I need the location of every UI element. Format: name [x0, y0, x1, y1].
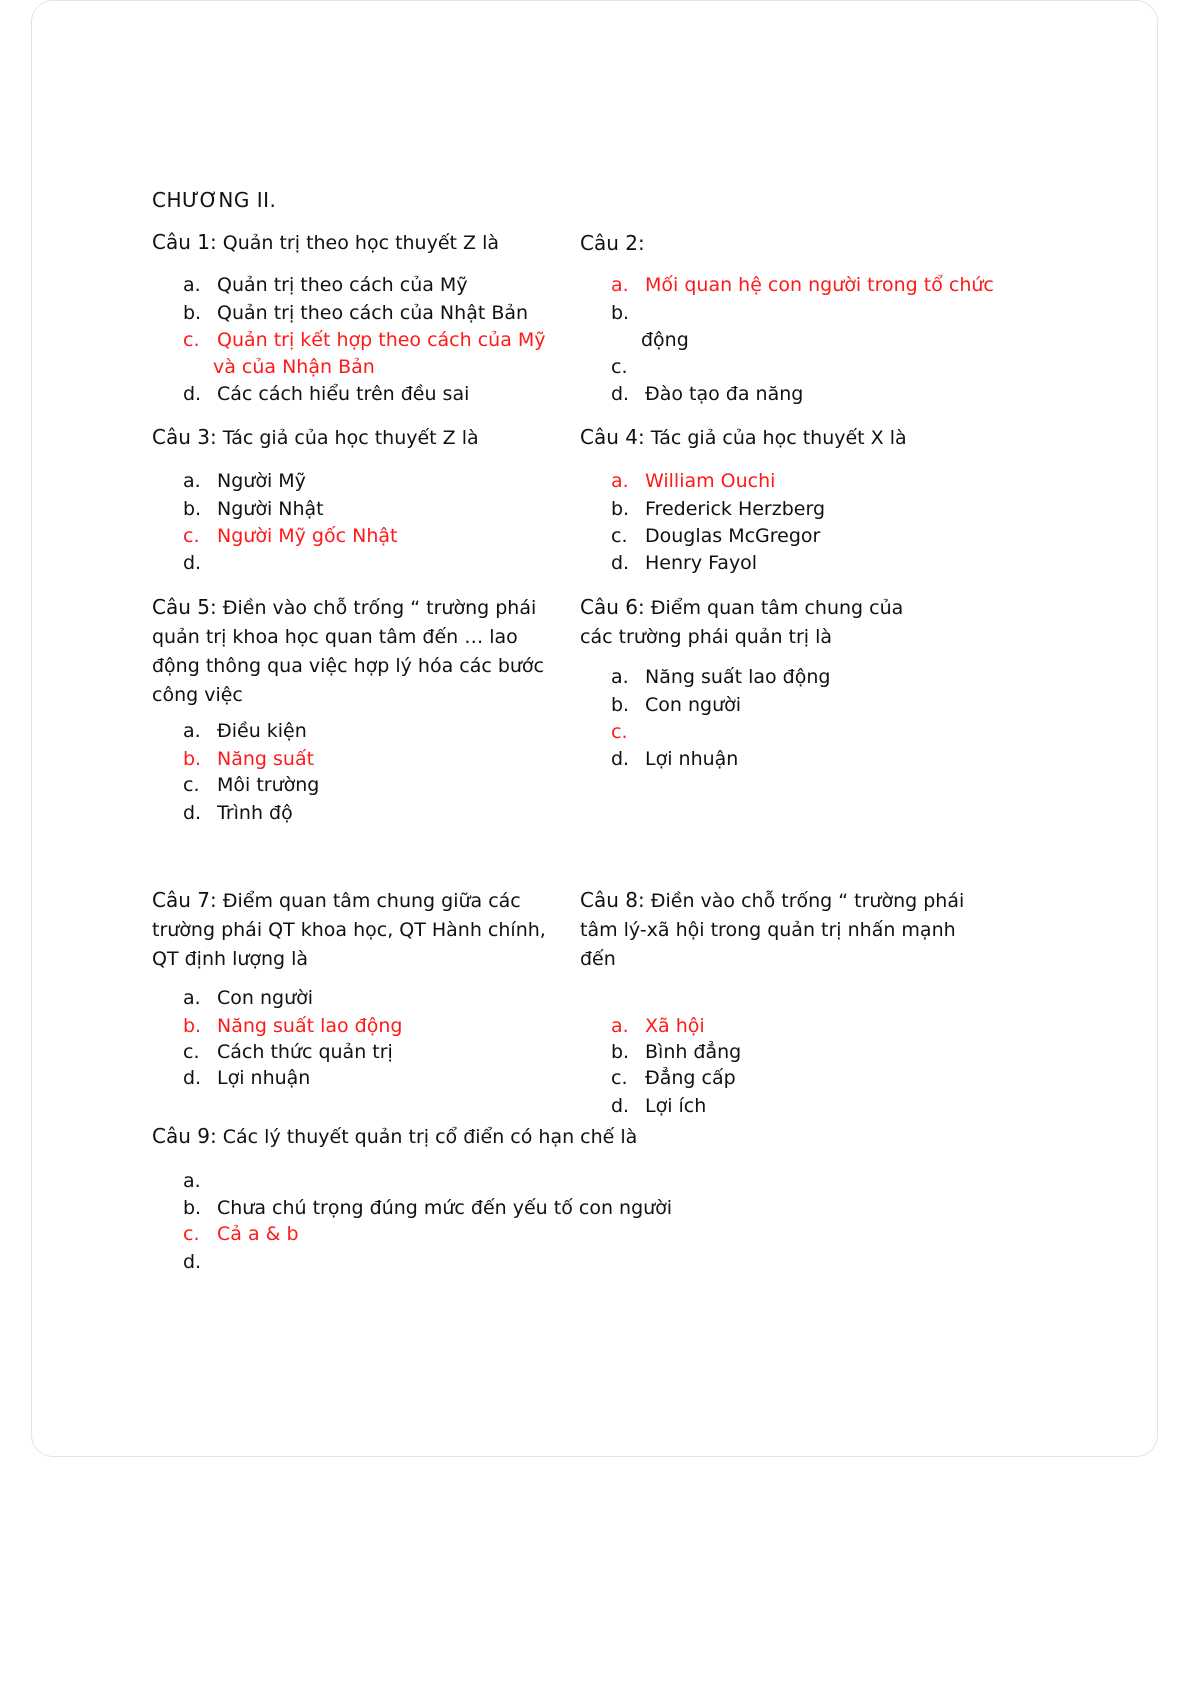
q7-option-b: b. Năng suất lao động: [183, 1015, 403, 1037]
q4-option-d: d. Henry Fayol: [611, 552, 758, 574]
question-8: Câu 8: Điền vào chỗ trống “ trường phái tâm lý-xã hội trong quản trị nhấn mạnh đến: [580, 888, 965, 970]
q2-option-b-cont: động: [641, 329, 689, 351]
question-9: Câu 9: Các lý thuyết quản trị cổ điển có hạn chế là: [152, 1124, 638, 1148]
q3-option-a: a. Người Mỹ: [183, 470, 306, 492]
question-4: Câu 4: Tác giả của học thuyết X là: [580, 425, 907, 449]
q3-option-d: d.: [183, 552, 202, 574]
q1-option-a: a. Quản trị theo cách của Mỹ: [183, 274, 468, 296]
q7-option-a: a. Con người: [183, 987, 314, 1009]
q4-option-a: a. William Ouchi: [611, 470, 776, 492]
q6-option-b: b. Con người: [611, 694, 742, 716]
q8-option-b: b. Bình đẳng: [611, 1041, 742, 1063]
q8-option-a: a. Xã hội: [611, 1015, 705, 1037]
q5-option-d: d. Trình độ: [183, 802, 293, 824]
q5-option-a: a. Điều kiện: [183, 720, 307, 742]
q9-option-a: a.: [183, 1170, 201, 1192]
q9-option-c: c. Cả a & b: [183, 1223, 299, 1245]
question-2-label: Câu 2:: [580, 231, 645, 255]
q1-option-c: c. Quản trị kết hợp theo cách của Mỹ: [183, 329, 546, 351]
question-7: Câu 7: Điểm quan tâm chung giữa các trường phái QT khoa học, QT Hành chính, QT định lượng là: [152, 888, 546, 970]
q8-option-c: c. Đẳng cấp: [611, 1067, 736, 1089]
q9-option-d: d.: [183, 1251, 202, 1273]
q3-option-b: b. Người Nhật: [183, 498, 324, 520]
q7-option-d: d. Lợi nhuận: [183, 1067, 311, 1089]
question-3: Câu 3: Tác giả của học thuyết Z là: [152, 425, 479, 449]
question-1-text: Quản trị theo học thuyết Z là: [222, 232, 499, 254]
q9-option-b: b. Chưa chú trọng đúng mức đến yếu tố con người: [183, 1197, 673, 1219]
q2-option-d: d. Đào tạo đa năng: [611, 383, 804, 405]
q6-option-c: c.: [611, 721, 628, 743]
question-2: [580, 229, 990, 259]
q1-option-d: d. Các cách hiểu trên đều sai: [183, 383, 470, 405]
q1-option-b: b. Quản trị theo cách của Nhật Bản: [183, 302, 529, 324]
q6-option-d: d. Lợi nhuận: [611, 748, 739, 770]
q5-option-c: c. Môi trường: [183, 774, 320, 796]
question-5: Câu 5: Điền vào chỗ trống “ trường phái quản trị khoa học quan tâm đến … lao động thông qua việc hợp lý hóa các bước công việc: [152, 595, 544, 706]
q2-option-a: a. Mối quan hệ con người trong tổ chức: [611, 274, 994, 296]
q1-option-c-cont: và của Nhận Bản: [213, 356, 375, 378]
q6-option-a: a. Năng suất lao động: [611, 666, 831, 688]
question-1: [152, 228, 562, 258]
q5-option-b: b. Năng suất: [183, 748, 315, 770]
q2-option-b: b.: [611, 302, 630, 324]
chapter-title: CHƯƠNG II.: [152, 188, 277, 212]
q7-option-c: c. Cách thức quản trị: [183, 1041, 393, 1063]
q3-option-c: c. Người Mỹ gốc Nhật: [183, 525, 398, 547]
q2-option-c: c.: [611, 356, 628, 378]
question-6: Câu 6: Điểm quan tâm chung của các trường phái quản trị là: [580, 595, 904, 648]
q4-option-b: b. Frederick Herzberg: [611, 498, 826, 520]
q8-option-d: d. Lợi ích: [611, 1095, 707, 1117]
q4-option-c: c. Douglas McGregor: [611, 525, 821, 547]
question-1-label: Câu 1:: [152, 230, 217, 254]
